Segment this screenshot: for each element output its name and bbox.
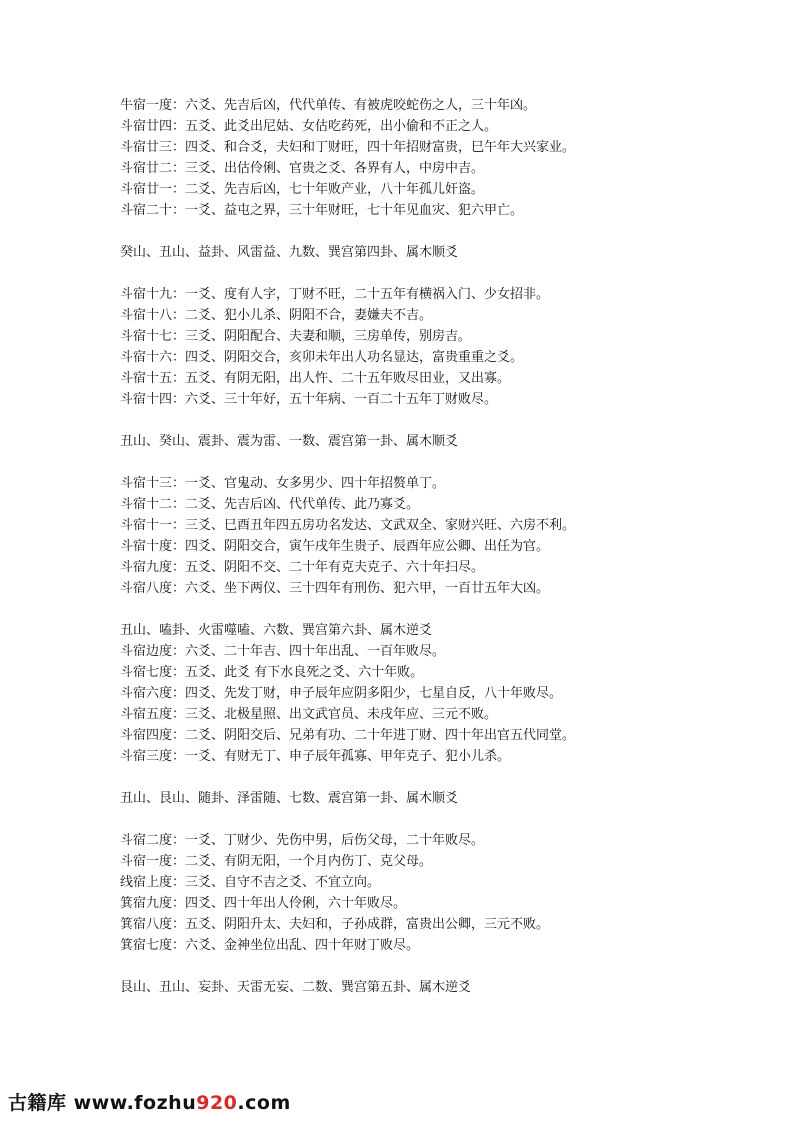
text-line: 斗宿二度：一爻、丁财少、先伤中男，后伤父母，二十年败尽。 (120, 833, 485, 848)
text-line: 斗宿十八：二爻、犯小儿杀、阴阳不合，妻嫌夫不吉。 (120, 308, 433, 323)
text-line: 斗宿十七：三爻、阴阳配合、夫妻和顺，三房单传，别房吉。 (120, 329, 472, 344)
paragraph-gap (120, 410, 760, 431)
text-line: 斗宿十二：二爻、先吉后凶、代代单传、此乃寡爻。 (120, 497, 420, 512)
text-line: 斗宿十四：六爻、三十年好，五十年病、一百二十五年丁财败尽。 (120, 392, 498, 407)
watermark-footer (8, 1088, 291, 1115)
text-line: 箕宿七度：六爻、金神坐位出乱、四十年财丁败尽。 (120, 938, 420, 953)
paragraph-gap (120, 809, 760, 830)
text-line: 斗宿十五：五爻、有阴无阳，出人忤、二十五年败尽田业，又出寡。 (120, 371, 511, 386)
text-line: 斗宿十九：一爻、度有人字，丁财不旺，二十五年有横祸入门、少女招非。 (120, 287, 550, 302)
text-line: 线宿上度：三爻、自守不吉之爻、不宜立向。 (120, 875, 381, 890)
section-heading: 艮山、丑山、妄卦、天雷无妄、二数、巽宫第五卦、属木逆爻 (120, 980, 472, 995)
section-heading: 丑山、嗑卦、火雷噬嗑、六数、巽宫第六卦、属木逆爻 (120, 623, 433, 638)
paragraph-gap (120, 221, 760, 242)
text-line: 斗宿边度：六爻、二十年吉、四十年出乱、一百年败尽。 (120, 644, 446, 659)
text-line: 斗宿廿一：二爻、先吉后凶，七十年败产业，八十年孤儿奸盗。 (120, 182, 485, 197)
section-heading: 癸山、丑山、益卦、风雷益、九数、巽宫第四卦、属木顺爻 (120, 245, 459, 260)
footer-site-number: 920 (196, 1092, 238, 1114)
text-line: 斗宿七度：五爻、此爻 有下水良死之爻、六十年败。 (120, 665, 424, 680)
text-line: 斗宿二十：一爻、益屯之界，三十年财旺，七十年见血灾、犯六甲亡。 (120, 203, 524, 218)
paragraph-gap (120, 767, 760, 788)
text-line: 斗宿十一：三爻、巳酉丑年四五房功名发达、文武双全、家财兴旺、六房不利。 (120, 518, 576, 533)
footer-brand: 古籍库 (8, 1092, 67, 1114)
text-line: 斗宿三度：一爻、有财无丁、申子辰年孤寡、甲年克子、犯小儿杀。 (120, 749, 511, 764)
text-line: 斗宿九度：五爻、阴阳不交、二十年有克夫克子、六十年扫尽。 (120, 560, 485, 575)
text-line: 斗宿五度：三爻、北极星照、出文武官员、未戌年应、三元不败。 (120, 707, 498, 722)
text-line: 斗宿六度：四爻、先发丁财，申子辰年应阴多阳少，七星自反，八十年败尽。 (120, 686, 563, 701)
paragraph-gap (120, 263, 760, 284)
section-heading: 丑山、癸山、震卦、震为雷、一数、震宫第一卦、属木顺爻 (120, 434, 459, 449)
paragraph-gap (120, 599, 760, 620)
text-line: 箕宿九度：四爻、四十年出人伶俐，六十年败尽。 (120, 896, 407, 911)
text-line: 牛宿一度：六爻、先吉后凶，代代单传、有被虎咬蛇伤之人，三十年凶。 (120, 98, 537, 113)
text-line: 箕宿八度：五爻、阴阳升太、夫妇和，子孙成群，富贵出公卿，三元不败。 (120, 917, 550, 932)
footer-site-suffix: .com (237, 1092, 291, 1114)
text-line: 斗宿廿四：五爻、此爻出尼姑、女估吃药死，出小偷和不正之人。 (120, 119, 498, 134)
paragraph-gap (120, 956, 760, 977)
text-line: 斗宿八度：六爻、坐下两仪、三十四年有刑伤、犯六甲，一百廿五年大凶。 (120, 581, 550, 596)
text-line: 斗宿十六：四爻、阴阳交合，亥卯未年出人功名显达，富贵重重之爻。 (120, 350, 524, 365)
document-body (120, 95, 760, 998)
text-line: 斗宿一度：二爻、有阴无阳，一个月内伤丁、克父母。 (120, 854, 433, 869)
text-line: 斗宿十三：一爻、官鬼动、女多男少、四十年招赘单丁。 (120, 476, 446, 491)
section-heading: 丑山、艮山、随卦、泽雷随、七数、震宫第一卦、属木顺爻 (120, 791, 459, 806)
paragraph-gap (120, 452, 760, 473)
text-line: 斗宿十度：四爻、阴阳交合，寅午戌年生贵子、辰酉年应公卿、出任为官。 (120, 539, 550, 554)
text-line: 斗宿四度：二爻、阴阳交后、兄弟有功、二十年进丁财、四十年出官五代同堂。 (120, 728, 576, 743)
text-line: 斗宿廿三：四爻、和合爻，夫妇和丁财旺，四十年招财富贵，巳午年大兴家业。 (120, 140, 576, 155)
footer-site-prefix: www.fozhu (66, 1092, 197, 1114)
text-line: 斗宿廿二：三爻、出估伶俐、官贵之爻、各界有人，中房中吉。 (120, 161, 485, 176)
